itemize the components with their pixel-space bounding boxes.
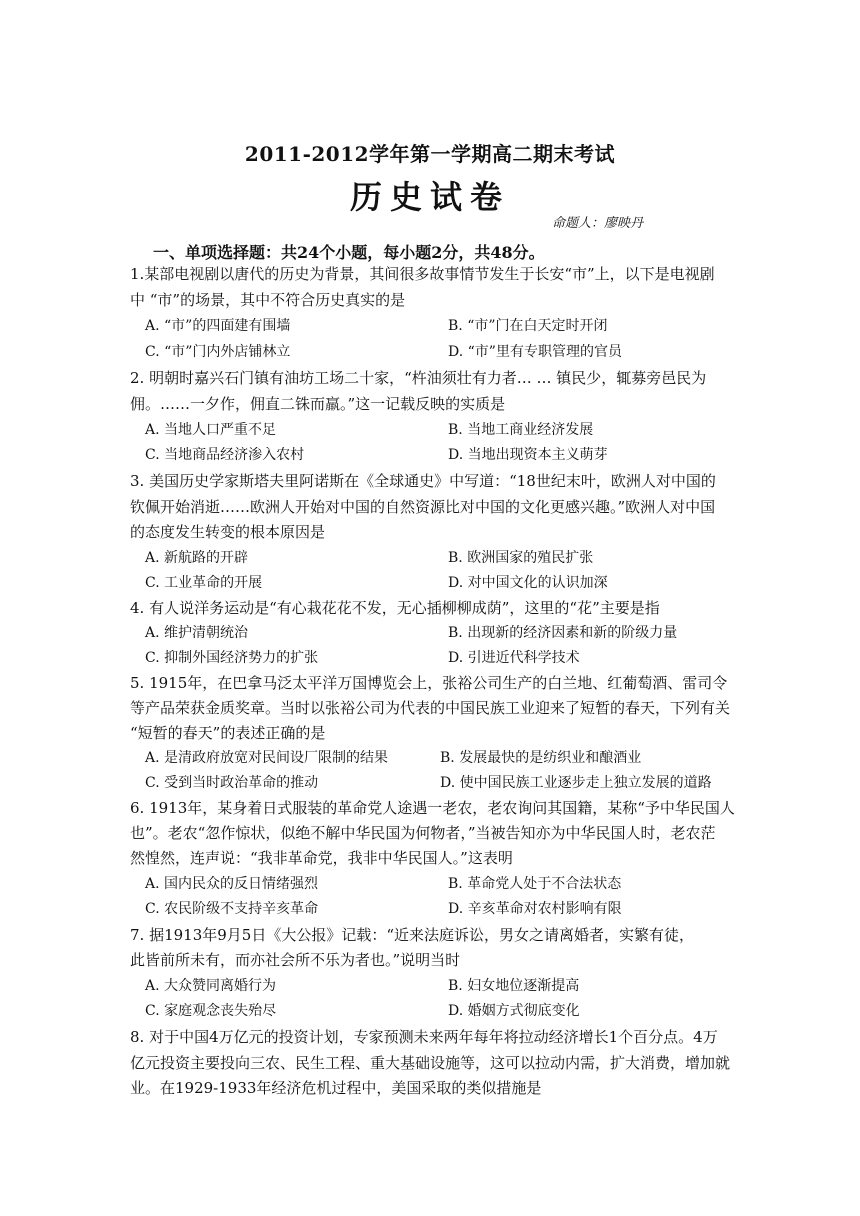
question-2-line-2: 佣。……一夕作，佣直二铢而羸。”这一记载反映的实质是 xyxy=(130,395,506,413)
question-8-line-1: 8. 对于中国4万亿元的投资计划，专家预测未来两年每年将拉动经济增长1个百分点。4万 xyxy=(130,1028,718,1046)
question-4-line-1: 4. 有人说洋务运动是“有心栽花花不发，无心插柳柳成荫”，这里的“花”主要是指 xyxy=(130,599,660,617)
question-3-option-a: A. 新航路的开辟 xyxy=(145,550,249,566)
question-1-line-2: 中 “市”的场景，其中不符合历史真实的是 xyxy=(130,291,406,309)
question-2-option-b: B. 当地工商业经济发展 xyxy=(448,422,594,438)
question-5-option-b: B. 发展最快的是纺织业和酿酒业 xyxy=(440,750,642,766)
question-5-line-2: 等产品荣获金质奖章。当时以张裕公司为代表的中国民族工业迎来了短暂的春天，下列有关 xyxy=(130,699,731,717)
question-4-option-a: A. 维护清朝统治 xyxy=(145,625,249,641)
question-4-option-c: C. 抑制外国经济势力的扩张 xyxy=(145,650,319,666)
question-3-line-1: 3. 美国历史学家斯塔夫里阿诺斯在《全球通史》中写道：“18世纪末叶，欧洲人对中国的 xyxy=(130,472,716,490)
question-6-option-a: A. 国内民众的反日情绪强烈 xyxy=(145,876,319,892)
question-1-option-c: C. “市”门内外店铺林立 xyxy=(145,344,291,360)
question-4-option-d: D. 引进近代科学技术 xyxy=(448,650,580,666)
author-line: 命题人：廖映丹 xyxy=(552,216,644,231)
question-8-line-3: 业。在1929-1933年经济危机过程中，美国采取的类似措施是 xyxy=(130,1079,542,1097)
question-2-line-1: 2. 明朝时嘉兴石门镇有油坊工场二十家，“杵油须壮有力者… … 镇民少，辄募旁邑民为 xyxy=(130,369,707,387)
question-8-line-2: 亿元投资主要投向三农、民生工程、重大基础设施等，这可以拉动内需，扩大消费，增加就 xyxy=(130,1054,731,1072)
question-6-line-3: 然惶然，连声说：“我非革命党，我非中华民国人。”这表明 xyxy=(130,849,513,867)
exam-title: 2011-2012学年第一学期高二期末考试 xyxy=(244,142,616,166)
question-5-line-1: 5. 1915年，在巴拿马泛太平洋万国博览会上，张裕公司生产的白兰地、红葡萄酒、雷司令 xyxy=(130,674,728,692)
question-1-line-1: 1.某部电视剧以唐代的历史为背景，其间很多故事情节发生于长安“市”上，以下是电视剧 xyxy=(130,265,715,283)
question-2-option-c: C. 当地商品经济渗入农村 xyxy=(145,447,305,463)
question-3-option-c: C. 工业革命的开展 xyxy=(145,575,263,591)
section-heading: 一、单项选择题：共24个小题，每小题2分，共48分。 xyxy=(153,243,545,262)
question-7-line-1: 7. 据1913年9月5日《大公报》记载：“近来法庭诉讼，男女之请离婚者，实繁有徒， xyxy=(130,926,695,944)
question-3-option-b: B. 欧洲国家的殖民扩张 xyxy=(448,550,594,566)
question-1-option-d: D. “市”里有专职管理的官员 xyxy=(448,344,622,360)
question-7-option-d: D. 婚姻方式彻底变化 xyxy=(448,1003,580,1019)
question-5-line-3: “短暂的春天”的表述正确的是 xyxy=(130,724,326,742)
subject-title: 历史试卷 xyxy=(349,178,510,216)
question-6-line-1: 6. 1913年，某身着日式服装的革命党人途遇一老农，老农询问其国籍，某称“予中华民国人 xyxy=(130,799,735,817)
question-4-option-b: B. 出现新的经济因素和新的阶级力量 xyxy=(448,625,678,641)
question-3-line-2: 钦佩开始消逝……欧洲人开始对中国的自然资源比对中国的文化更感兴趣。”欧洲人对中国 xyxy=(130,498,716,516)
question-6-option-d: D. 辛亥革命对农村影响有限 xyxy=(448,901,622,917)
question-2-option-a: A. 当地人口严重不足 xyxy=(145,422,277,438)
question-2-option-d: D. 当地出现资本主义萌芽 xyxy=(448,447,608,463)
question-7-option-c: C. 家庭观念丧失殆尽 xyxy=(145,1003,277,1019)
question-5-option-c: C. 受到当时政治革命的推动 xyxy=(145,775,319,791)
question-6-line-2: 也”。老农“忽作惊状，似绝不解中华民国为何物者，”当被告知亦为中华民国人时，老农茫 xyxy=(130,824,716,842)
question-3-option-d: D. 对中国文化的认识加深 xyxy=(448,575,608,591)
question-1-option-a: A. “市”的四面建有围墙 xyxy=(145,318,291,334)
question-5-option-d: D. 使中国民族工业逐步走上独立发展的道路 xyxy=(440,775,712,791)
question-7-line-2: 此皆前所未有，而亦社会所不乐为者也。”说明当时 xyxy=(130,951,461,969)
question-3-line-3: 的态度发生转变的根本原因是 xyxy=(130,523,326,541)
question-1-option-b: B. “市”门在白天定时开闭 xyxy=(448,318,608,334)
question-6-option-b: B. 革命党人处于不合法状态 xyxy=(448,876,622,892)
question-6-option-c: C. 农民阶级不支持辛亥革命 xyxy=(145,901,319,917)
question-7-option-b: B. 妇女地位逐渐提高 xyxy=(448,978,580,994)
question-7-option-a: A. 大众赞同离婚行为 xyxy=(145,978,277,994)
question-5-option-a: A. 是清政府放宽对民间设厂限制的结果 xyxy=(145,750,389,766)
